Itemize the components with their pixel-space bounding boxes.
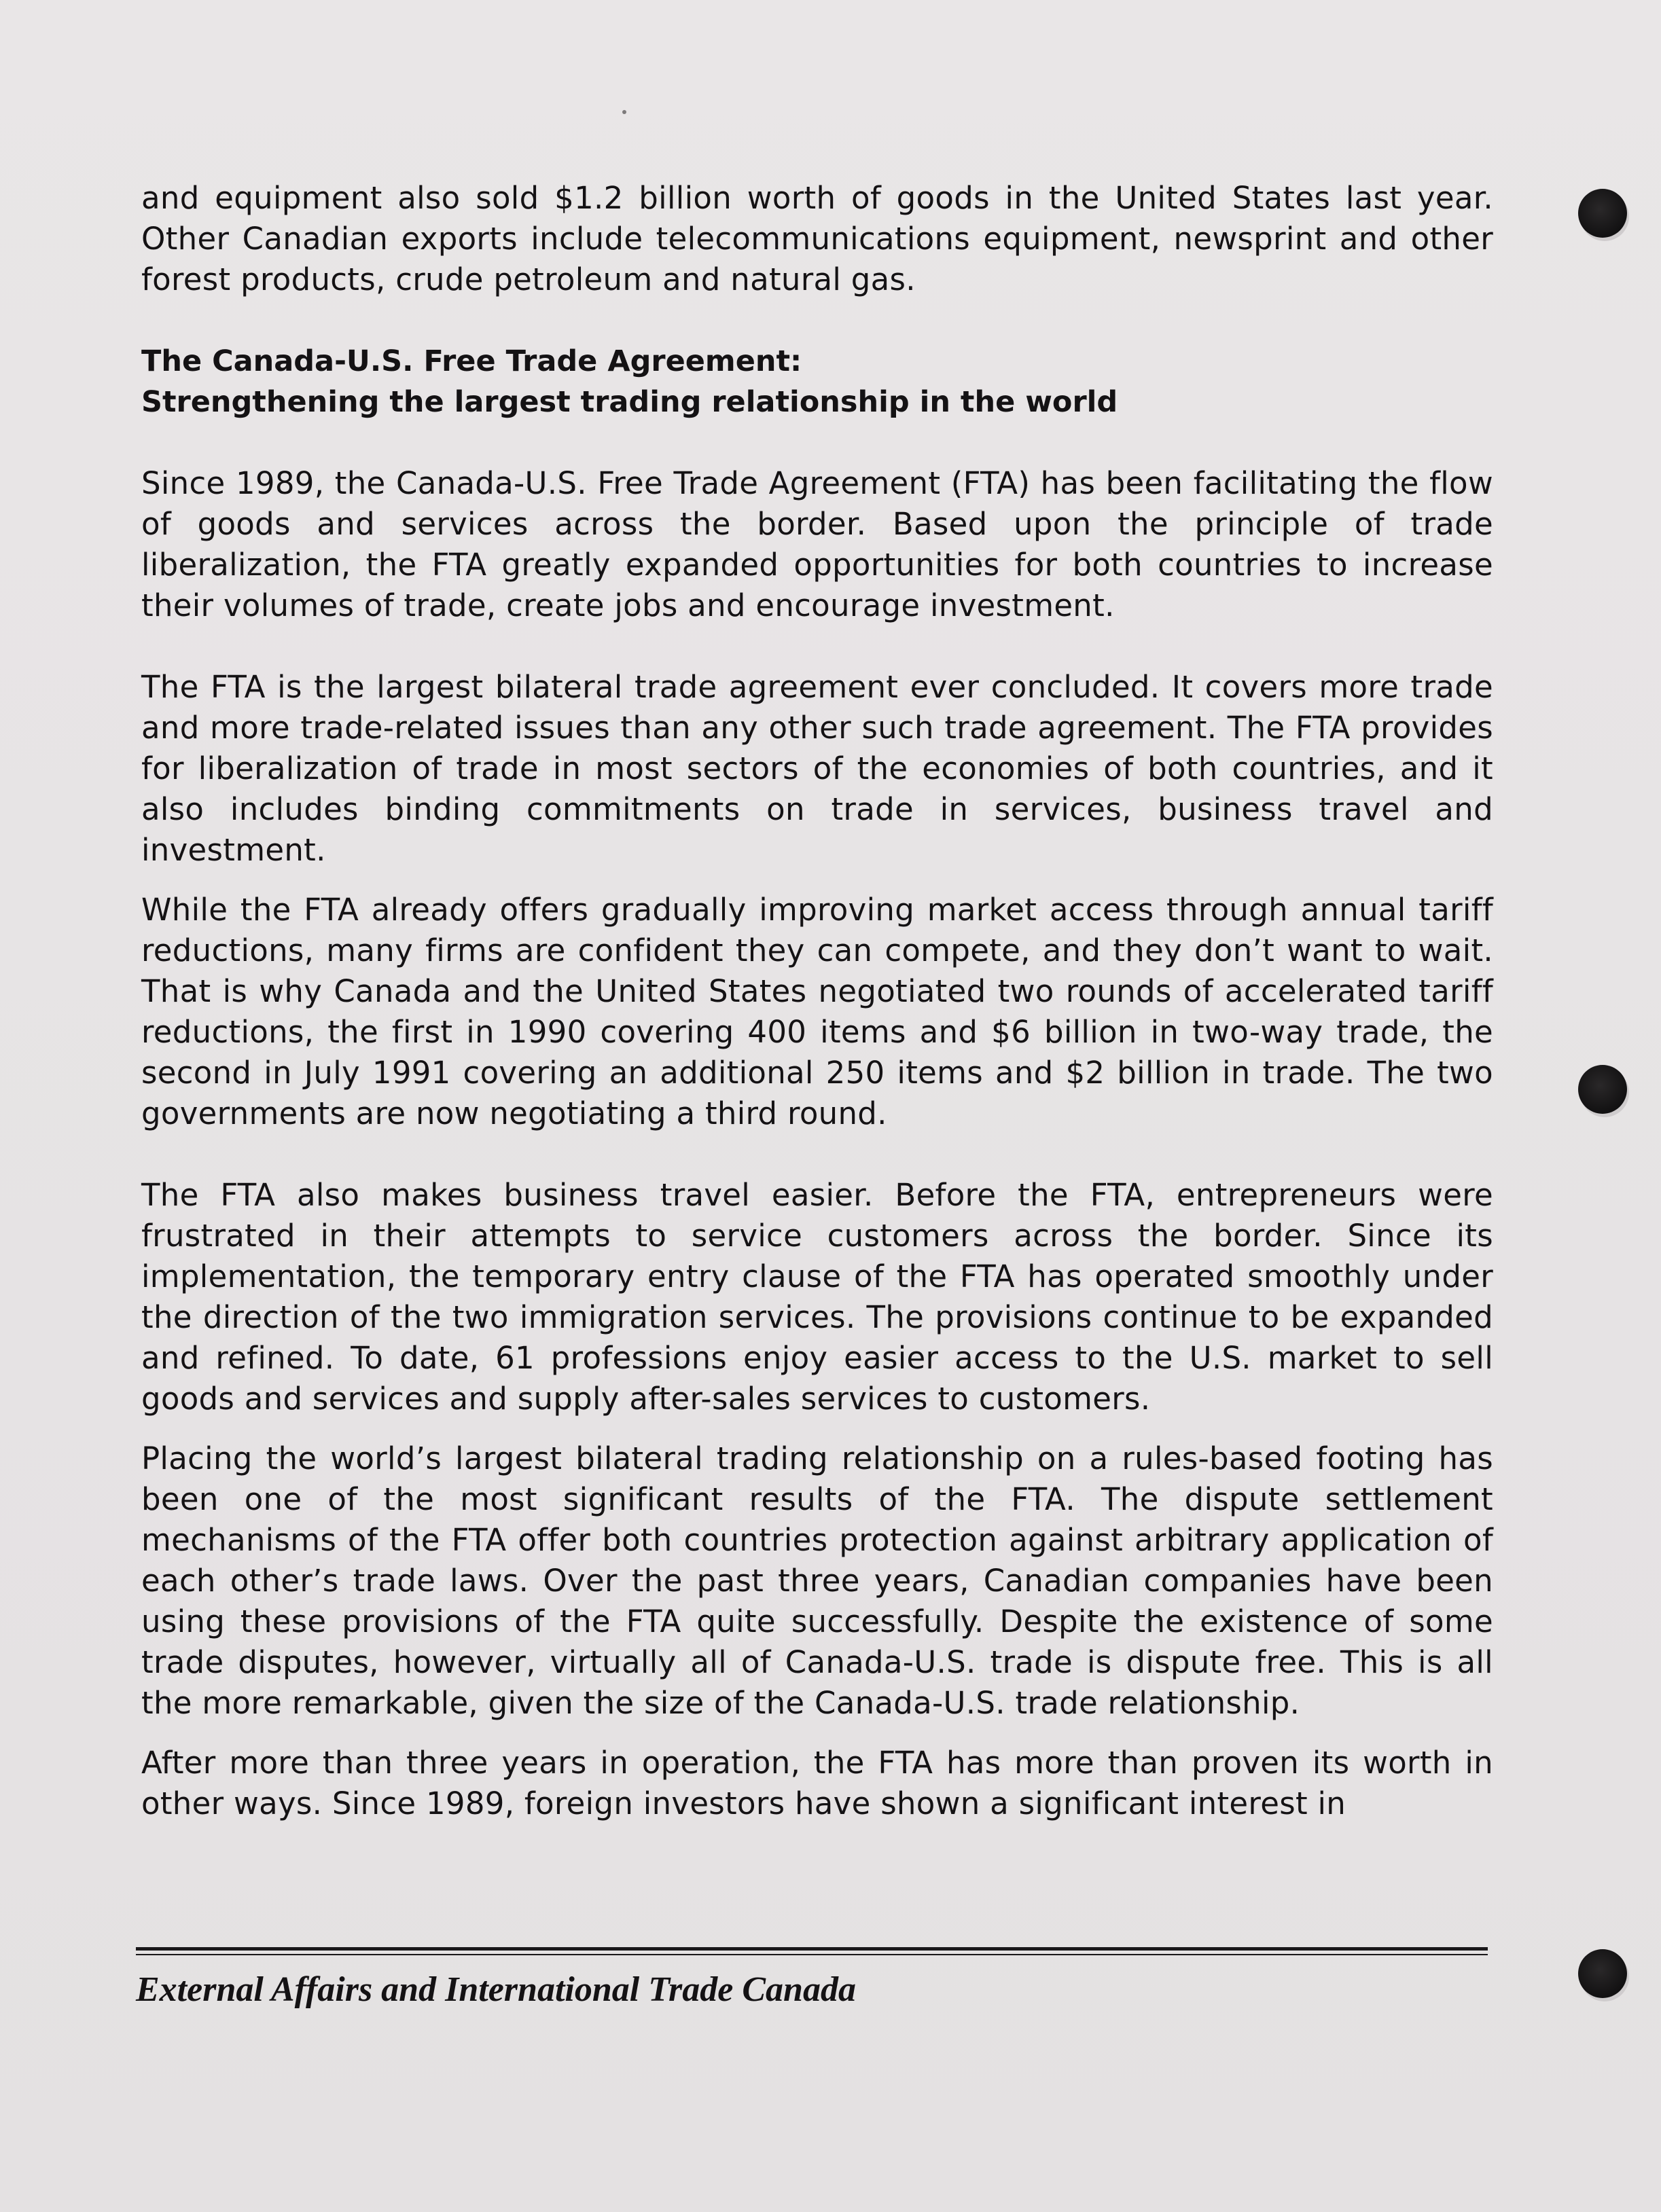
section-heading-line-1: The Canada-U.S. Free Trade Agreement: (141, 344, 802, 378)
footer-publisher: External Affairs and International Trade Canada (136, 1970, 856, 2009)
paragraph-1: Since 1989, the Canada-U.S. Free Trade Agreement (FTA) has been facilitating the flow of goods and services across the border. Based upon the principle of trade liberalization, the FTA greatly expanded opportunities for both countries to increase their volumes of trade, create jobs and encourage investment. (141, 465, 1493, 623)
paragraph-continued: and equipment also sold $1.2 billion worth of goods in the United States last year. Other Canadian exports include telecommunications equipment, newsprint and other forest products, crude petroleum and natural gas. (141, 180, 1493, 297)
paragraph-3: While the FTA already offers gradually improving market access through annual tariff reductions, many firms are confident they can compete, and they don’t want to wait. That is why Canada and the United States negotiated two rounds of accelerated tariff reductions, the first in 1990 covering 400 items and $6 billion in two-way trade, the second in July 1991 covering an additional 250 items and $2 billion in trade. The two governments are now negotiating a third round. (141, 892, 1493, 1131)
paragraph-4: The FTA also makes business travel easier. Before the FTA, entrepreneurs were frustrated in their attempts to service customers across the border. Since its implementation, the temporary entry clause of the FTA has operated smoothly under the direction of the two immigration services. The provisions continue to be expanded and refined. To date, 61 professions enjoy easier access to the U.S. market to sell goods and services and supply after-sales services to customers. (141, 1177, 1493, 1417)
paragraph-5: Placing the world’s largest bilateral trading relationship on a rules-based footing has been one of the most significant results of the FTA. The dispute settlement mechanisms of the FTA offer both countries protection against arbitrary application of each other’s trade laws. Over the past three years, Canadian companies have been using these provisions of the FTA quite successfully. Despite the existence of some trade disputes, however, virtually all of Canada-U.S. trade is dispute free. This is all the more remarkable, given the size of the Canada-U.S. trade relationship. (141, 1440, 1493, 1721)
footer-rule-thick (136, 1947, 1488, 1951)
paragraph-2: The FTA is the largest bilateral trade agreement ever concluded. It covers more trade and more trade-related issues than any other such trade agreement. The FTA provides for liberalization of trade in most sectors of the economies of both countries, and it also includes binding commitments on trade in services, business travel and investment. (141, 669, 1493, 868)
speck (622, 110, 626, 114)
footer-rule-thin (136, 1954, 1488, 1955)
footer-rule (136, 1947, 1488, 1955)
body-text (141, 178, 1493, 1824)
punch-hole-middle (1578, 1065, 1627, 1114)
punch-hole-bottom (1578, 1949, 1627, 1998)
paragraph-6: After more than three years in operation, the FTA has more than proven its worth in other ways. Since 1989, foreign investors have shown a significant interest in (141, 1745, 1493, 1821)
section-heading-line-2: Strengthening the largest trading relationship in the world (141, 385, 1118, 419)
punch-hole-top (1578, 189, 1627, 238)
section-heading (141, 341, 1493, 422)
